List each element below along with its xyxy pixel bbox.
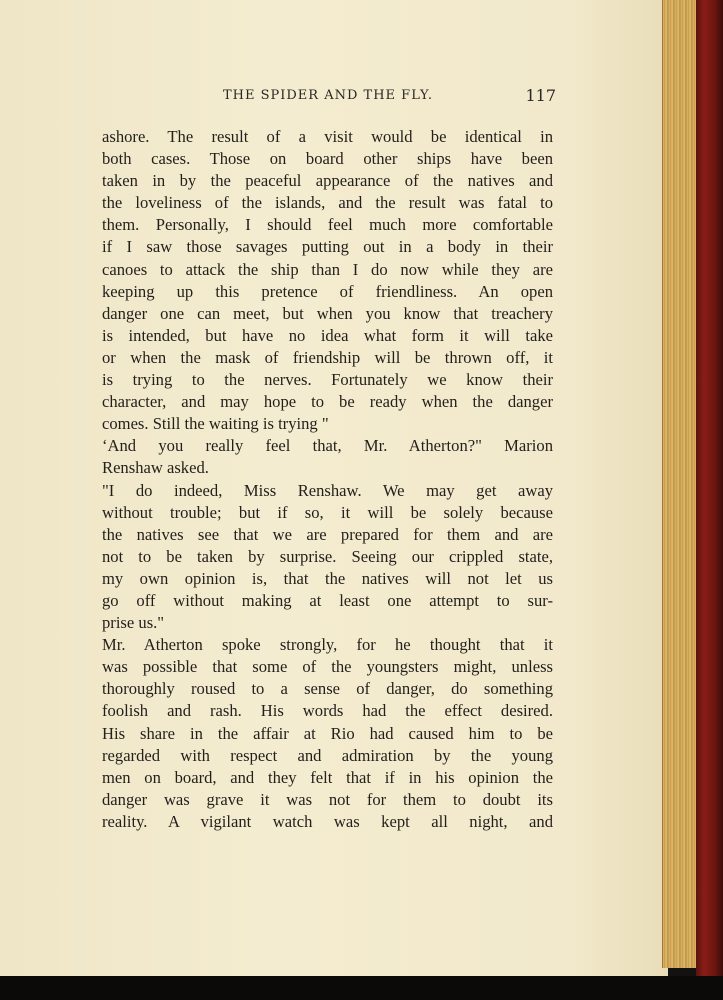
text-line: men on board, and they felt that if in his opinion the [102, 767, 553, 787]
text-line: the loveliness of the islands, and the result was fatal to [102, 193, 553, 213]
text-line: not to be taken by surprise. Seeing our crippled state, [102, 546, 553, 566]
running-title: THE SPIDER AND THE FLY. [222, 88, 434, 103]
text-line: prise us." [102, 613, 165, 633]
text-line: or when the mask of friendship will be thrown off, it [102, 347, 553, 367]
text-line: regarded with respect and admiration by the young [102, 745, 553, 765]
text-line: taken in by the peaceful appearance of the natives and [102, 171, 553, 191]
text-line: ashore. The result of a visit would be identical in [102, 127, 553, 146]
book-binding [696, 0, 723, 980]
text-line: canoes to attack the ship than I do now while they are [102, 259, 553, 279]
text-line: comes. Still the waiting is trying " [102, 414, 329, 434]
scan-background [0, 976, 723, 1000]
text-line: keeping up this pretence of friendliness. An open [102, 281, 553, 301]
text-line: danger one can meet, but when you know that treachery [102, 303, 553, 323]
text-line: danger was grave it was not for them to doubt its [102, 789, 553, 809]
text-line: character, and may hope to be ready when the danger [102, 392, 553, 412]
page-edges [662, 0, 697, 968]
text-line: reality. A vigilant watch was kept all night, and [102, 811, 553, 831]
text-line: if I saw those savages putting out in a body in their [102, 237, 553, 257]
text-line: them. Personally, I should feel much more comfortable [102, 215, 553, 235]
text-line: His share in the affair at Rio had caused him to be [102, 723, 553, 743]
text-line: the natives see that we are prepared for them and are [102, 524, 553, 544]
text-line: "I do indeed, Miss Renshaw. We may get away [102, 480, 553, 500]
text-line: Renshaw asked. [102, 458, 209, 478]
body-text [102, 126, 553, 833]
text-line: go off without making at least one attempt to sur- [102, 590, 553, 610]
text-line: without trouble; but if so, it will be solely because [102, 502, 553, 522]
text-line: is intended, but have no idea what form it will take [102, 325, 553, 345]
page-number: 117 [525, 86, 556, 105]
text-line: is trying to the nerves. Fortunately we know their [102, 370, 553, 390]
text-line: was possible that some of the youngsters might, unless [102, 657, 553, 677]
text-line: both cases. Those on board other ships have been [102, 149, 553, 169]
text-line: thoroughly roused to a sense of danger, do something [102, 679, 553, 699]
text-line: Mr. Atherton spoke strongly, for he thought that it [102, 635, 553, 655]
text-line: ‘And you really feel that, Mr. Atherton?" Marion [102, 436, 553, 456]
text-line: my own opinion is, that the natives will not let us [102, 568, 553, 588]
text-line: foolish and rash. His words had the effect desired. [102, 701, 553, 721]
running-head [100, 88, 556, 112]
